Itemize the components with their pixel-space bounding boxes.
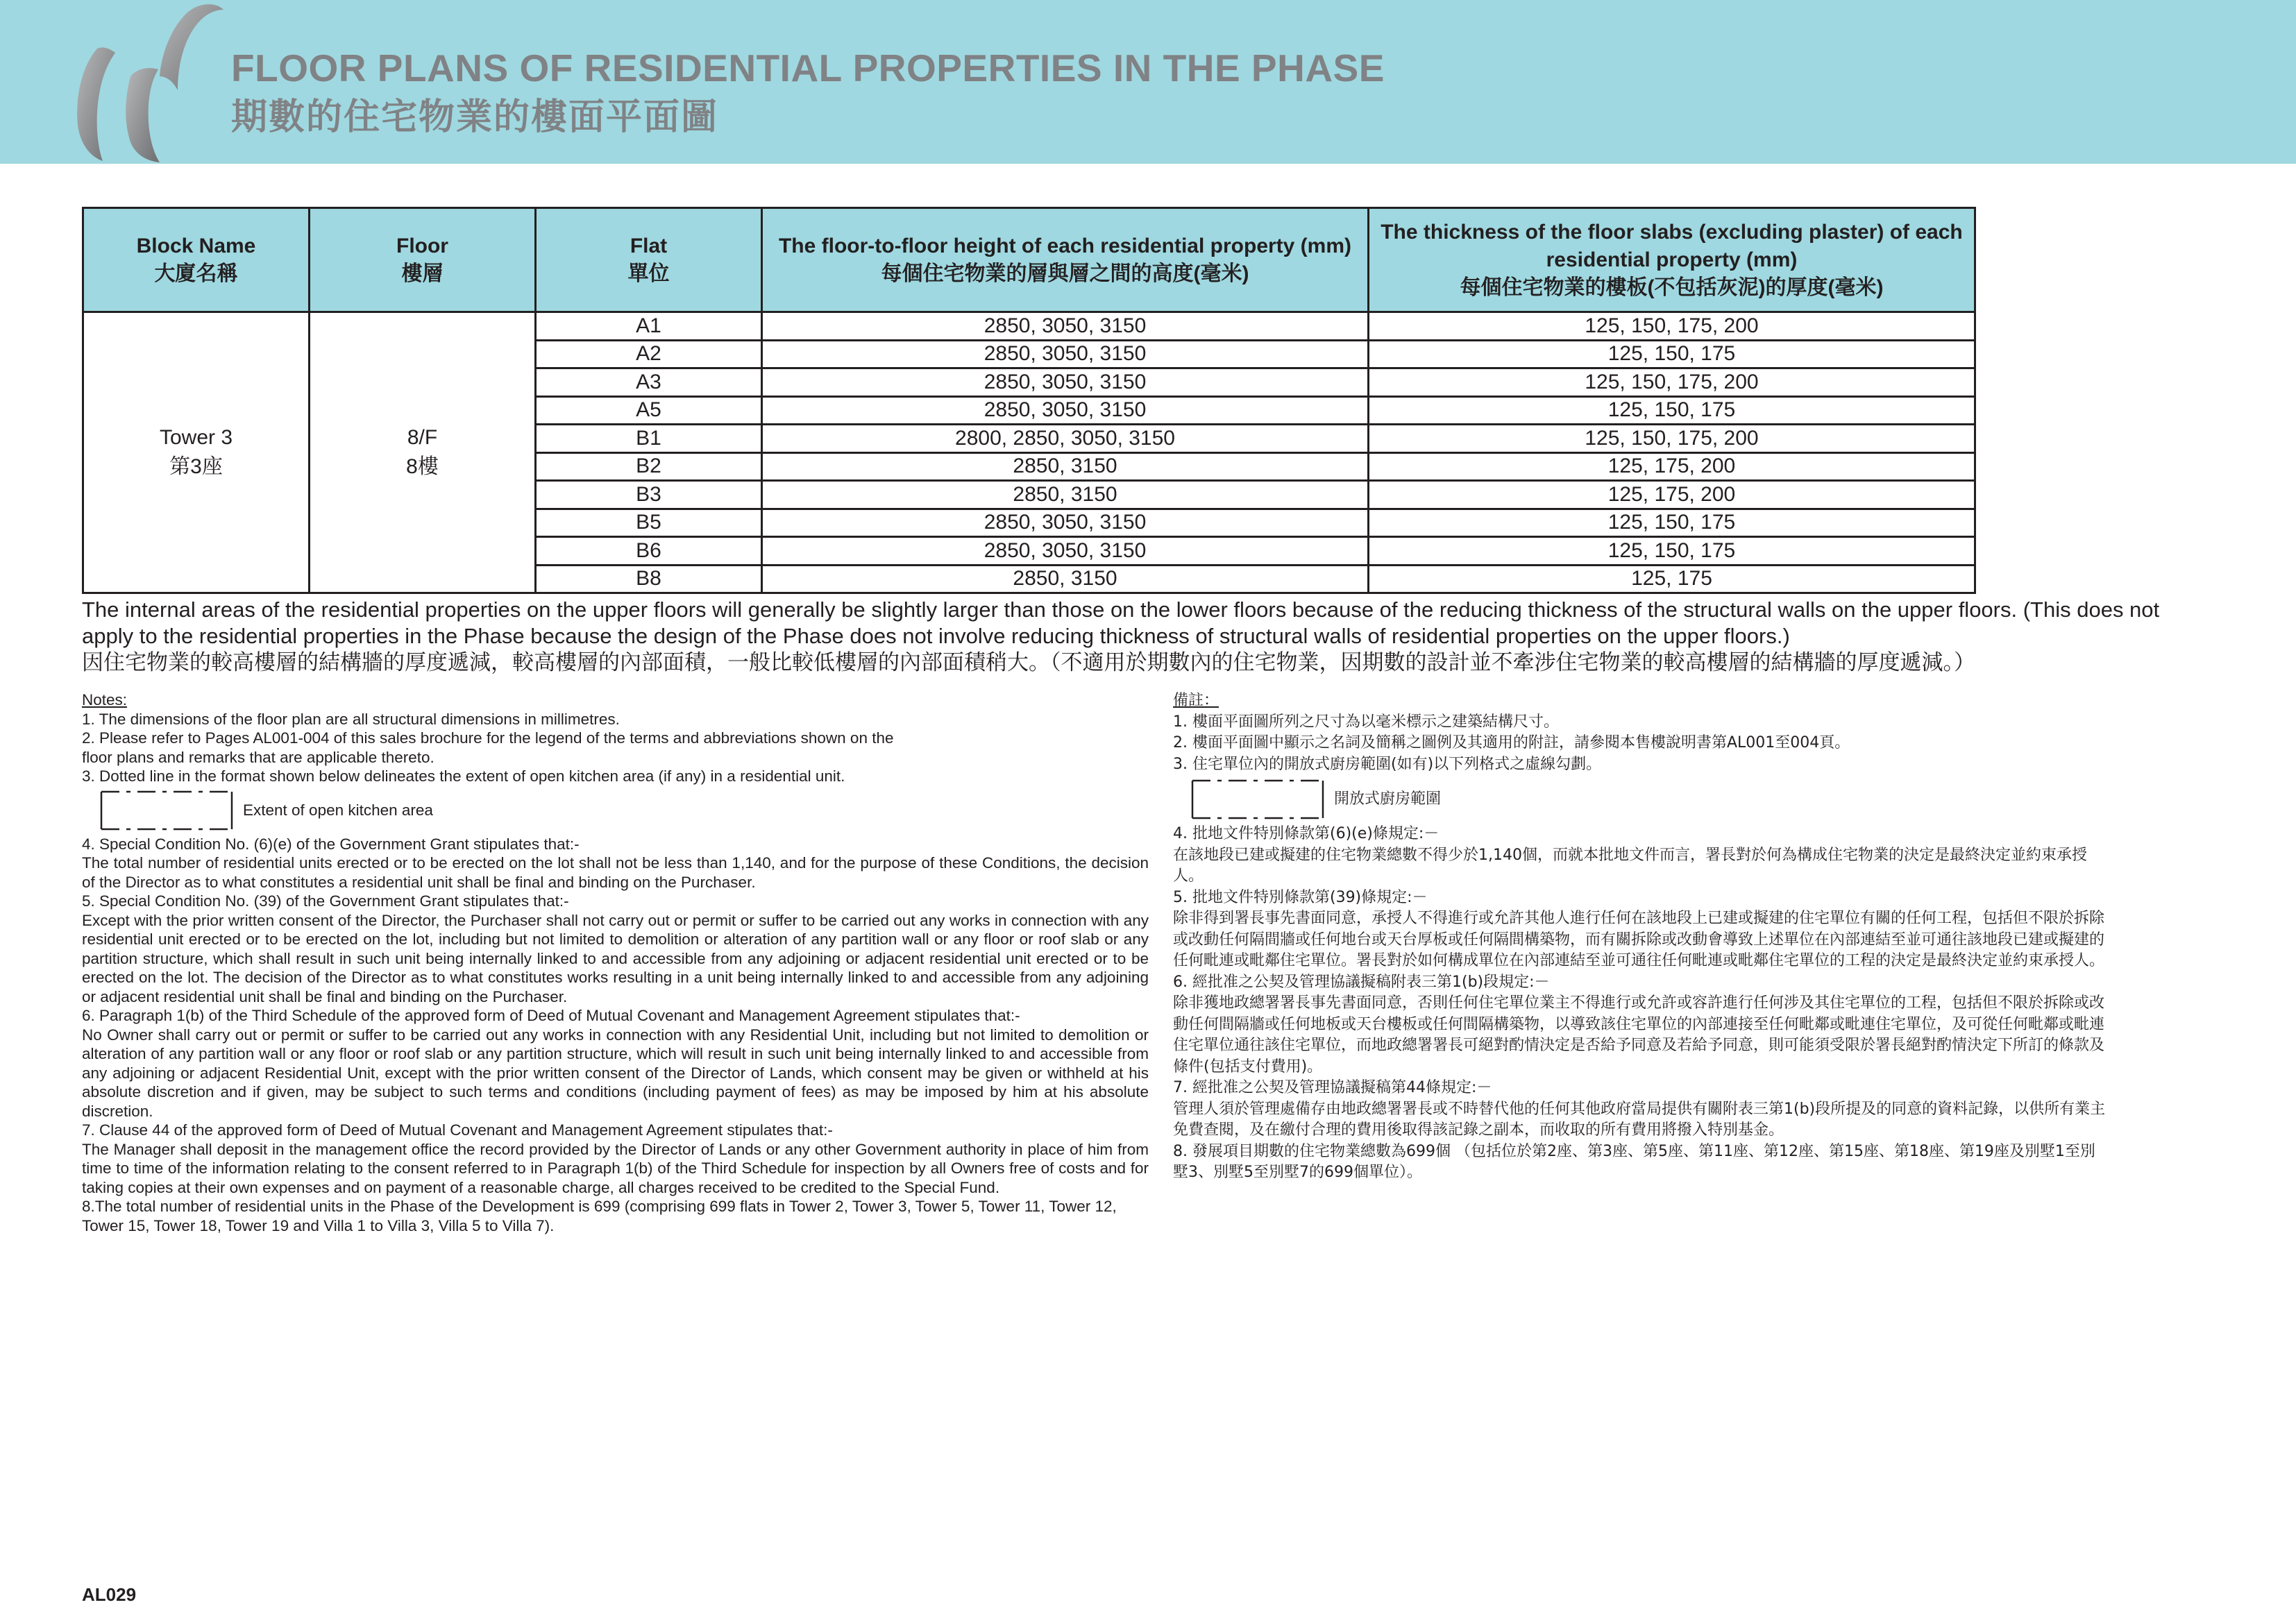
flat-cell: B8 [536,565,762,593]
height-cell: 2850, 3050, 3150 [762,368,1369,397]
thickness-cell: 125, 150, 175 [1369,396,1975,425]
height-cell: 2850, 3150 [762,452,1369,481]
notes-zh-4-title: 4. 批地文件特別條款第(6)(e)條規定:－ [1173,825,1440,842]
header-block-zh: 大廈名稱 [154,262,238,285]
header-slab-thickness [1369,208,1975,312]
flat-cell: B2 [536,452,762,481]
notes-zh-7-title: 7. 經批准之公契及管理協議擬稿第44條規定:－ [1173,1079,1492,1096]
flat-cell: B6 [536,537,762,566]
notes-en-7-title: 7. Clause 44 of the approved form of Deed of Mutual Covenant and Management Agreement stipulates that:- [82,1121,833,1139]
block-name-zh: 第3座 [169,455,223,478]
header-floor-to-floor-height [762,208,1369,312]
header-thick-zh: 每個住宅物業的樓板(不包括灰泥)的厚度(毫米) [1460,275,1884,299]
open-kitchen-dotted-box-icon [100,790,233,831]
floor-zh: 8樓 [406,455,439,478]
kitchen-legend-label-zh: 開放式廚房範圍 [1334,790,1442,808]
flat-cell: B3 [536,481,762,509]
header-height-zh: 每個住宅物業的層與層之間的高度(毫米) [881,262,1249,285]
header-floor [310,208,536,312]
thickness-cell: 125, 175, 200 [1369,452,1975,481]
thickness-cell: 125, 150, 175, 200 [1369,425,1975,453]
kitchen-legend-zh [1173,775,2107,824]
height-cell: 2850, 3050, 3150 [762,537,1369,566]
notes-en-2a: 2. Please refer to Pages AL001-004 of this sales brochure for the legend of the terms and abbreviations shown on the [82,729,894,747]
flat-cell: B5 [536,509,762,537]
notes-en-1: 1. The dimensions of the floor plan are all structural dimensions in millimetres. [82,710,620,728]
thickness-cell: 125, 150, 175, 200 [1369,368,1975,397]
notes-en [82,690,1149,1235]
thickness-cell: 125, 150, 175 [1369,537,1975,566]
notes-en-8: 8.The total number of residential units in the Phase of the Development is 699 (comprising 699 flats in Tower 2, Tower 3, Tower 5, Tower 11, Tower 12, Tower 15, Tower 18, Tower 19 and Villa 1 to Villa 3, Villa 5 to Villa 7). [82,1198,1117,1234]
notes-en-heading: Notes: [82,691,128,708]
developer-logo-icon [69,0,229,164]
header-floor-zh: 樓層 [401,262,444,285]
thickness-cell: 125, 175, 200 [1369,481,1975,509]
notes-en-6-title: 6. Paragraph 1(b) of the Third Schedule of the approved form of Deed of Mutual Covenant and Management Agreement stipulates that:- [82,1007,1020,1024]
height-cell: 2850, 3050, 3150 [762,340,1369,368]
notes-zh-4-body: 在該地段已建或擬建的住宅物業總數不得少於1,140個，而就本批地文件而言，署長對於何為構成住宅物業的決定是最終決定並約束承授人。 [1173,846,2087,885]
header-height-en: The floor-to-floor height of each residential property (mm) [778,234,1352,257]
header-flat-en: Flat [630,234,668,257]
notes-en-7-body: The Manager shall deposit in the management office the record provided by the Director of Lands or any other Government authority in place of him from time to time of the information relating to the consent referred to in Paragraph 1(b) of the Third Schedule for inspection by all Owners free of costs and for taking copies at their own expenses and on payment of a reasonable charge, all charges received to be credited to the Special Fund. [82,1140,1149,1196]
notes-en-3: 3. Dotted line in the format shown below delineates the extent of open kitchen area (if any) in a residential unit. [82,767,845,785]
thickness-cell: 125, 150, 175, 200 [1369,312,1975,341]
notes-zh-heading: 備註： [1173,692,1219,709]
floor-height-table-wrapper [82,207,1976,594]
flat-cell: B1 [536,425,762,453]
notes-en-4-title: 4. Special Condition No. (6)(e) of the Government Grant stipulates that:- [82,835,580,853]
internal-areas-note-zh: 因住宅物業的較高樓層的結構牆的厚度遞減，較高樓層的內部面積，一般比較低樓層的內部面積稍大。（不適用於期數內的住宅物業，因期數的設計並不牽涉住宅物業的較高樓層的結構牆的厚度遞減。） [82,650,1975,675]
notes-zh-6-title: 6. 經批准之公契及管理協議擬稿附表三第1(b)段規定:－ [1173,973,1550,991]
notes-zh-6-body: 除非獲地政總署署長事先書面同意，否則任何住宅單位業主不得進行或允許或容許進行任何涉及其住宅單位的工程，包括但不限於拆除或改動任何間隔牆或任何地板或天台樓板或任何間隔構築物，以導致該住宅單位的內部連接至任何毗鄰或毗連住宅單位，及可從任何毗鄰或毗連住宅單位通往該住宅單位，而地政總署署長可絕對酌情決定是否給予同意及若給予同意，則可能須受限於署長絕對酌情決定下所訂的條款及條件(包括支付費用)。 [1173,994,2105,1076]
notes-zh-1: 1. 樓面平面圖所列之尺寸為以毫米標示之建築結構尺寸。 [1173,713,1559,731]
page-title-en: FLOOR PLANS OF RESIDENTIAL PROPERTIES IN THE PHASE [231,46,1385,90]
table-row [83,312,1975,341]
thickness-cell: 125, 150, 175 [1369,340,1975,368]
flat-cell: A5 [536,396,762,425]
height-cell: 2800, 2850, 3050, 3150 [762,425,1369,453]
flat-cell: A2 [536,340,762,368]
notes-en-5-body: Except with the prior written consent of the Director, the Purchaser shall not carry out or permit or suffer to be carried out any works in connection with any residential unit erected or to be erected on the lot, including but not limited to demolition or alteration of any partition wall or any floor or roof slab or any partition structure, which shall result in such unit being internally linked to and accessible from any adjoining or adjacent residential unit erected or to be erected on the lot. The decision of the Director as to what constitutes works resulting in a unit being internally linked to and accessible from any adjoining or adjacent residential unit shall be final and binding on the Purchaser. [82,911,1149,1005]
notes-zh [1173,690,2107,1184]
page-number: AL029 [82,1584,137,1605]
notes-zh-5-title: 5. 批地文件特別條款第(39)條規定:－ [1173,888,1428,906]
flat-cell: A3 [536,368,762,397]
table-header-row [83,208,1975,312]
notes-zh-8: 8. 發展項目期數的住宅物業總數為699個 （包括位於第2座、第3座、第5座、第11座、第12座、第15座、第18座、第19座及別墅1至別墅3、別墅5至別墅7的699個單位）。 [1173,1142,2095,1181]
block-name-cell [83,312,310,593]
block-name-en: Tower 3 [159,426,233,449]
header-thick-en: The thickness of the floor slabs (excluding plaster) of each residential property (mm) [1381,220,1963,271]
thickness-cell: 125, 150, 175 [1369,509,1975,537]
height-cell: 2850, 3050, 3150 [762,312,1369,341]
open-kitchen-dotted-box-icon [1191,779,1324,819]
floor-cell [310,312,536,593]
notes-zh-2: 2. 樓面平面圖中顯示之名詞及簡稱之圖例及其適用的附註，請參閱本售樓說明書第AL001至004頁。 [1173,734,1850,751]
height-cell: 2850, 3050, 3150 [762,509,1369,537]
header-floor-en: Floor [396,234,448,257]
page-title-zh: 期數的住宅物業的樓面平面圖 [231,96,719,138]
height-cell: 2850, 3150 [762,481,1369,509]
notes-zh-5-body: 除非得到署長事先書面同意，承授人不得進行或允許其他人進行任何在該地段上已建或擬建的住宅單位有關的任何工程，包括但不限於拆除或改動任何隔間牆或任何地台或天台厚板或任何隔間構築物，而有關拆除或改動會導致上述單位在內部連結至並可通往該地段已建或擬建的任何毗連或毗鄰住宅單位。署長對於如何構成單位在內部連結至並可通往任何毗連或毗鄰住宅單位的工程的決定是最終決定並約束承授人。 [1173,910,2105,969]
height-cell: 2850, 3050, 3150 [762,396,1369,425]
notes-en-2b: floor plans and remarks that are applicable thereto. [82,748,434,766]
kitchen-legend-label-en: Extent of open kitchen area [243,801,433,819]
header-block-name [83,208,310,312]
notes-en-4-body: The total number of residential units erected or to be erected on the lot shall not be less than 1,140, and for the purpose of these Conditions, the decision of the Director as to what constitutes a residential unit shall be final and binding on the Purchaser. [82,854,1149,891]
height-cell: 2850, 3150 [762,565,1369,593]
kitchen-legend-en [82,786,1149,835]
thickness-cell: 125, 175 [1369,565,1975,593]
floor-height-table [82,207,1976,594]
flat-cell: A1 [536,312,762,341]
notes-zh-7-body: 管理人須於管理處備存由地政總署署長或不時替代他的任何其他政府當局提供有關附表三第1(b)段所提及的同意的資料記錄，以供所有業主免費查閱，及在繳付合理的費用後取得該記錄之副本，而收取的所有費用將撥入特別基金。 [1173,1100,2106,1139]
notes-zh-3: 3. 住宅單位內的開放式廚房範圍(如有)以下列格式之虛線勾劃。 [1173,755,1602,773]
header-flat [536,208,762,312]
notes-en-5-title: 5. Special Condition No. (39) of the Government Grant stipulates that:- [82,892,569,910]
header-block-en: Block Name [136,234,256,257]
internal-areas-note-en: The internal areas of the residential properties on the upper floors will generally be slightly larger than those on the lower floors because of the reducing thickness of the structural walls on the upper floors. (This does not apply to the residential properties in the Phase because the design of the Phase does not involve reducing thickness of structural walls of residential properties on the upper floors.) [82,597,2160,648]
notes-en-6-body: No Owner shall carry out or permit or suffer to be carried out any works in connection with any Residential Unit, including but not limited to demolition or alteration of any partition wall or any floor or roof slab or any partition structure, which will result in such unit being internally linked to and accessible from any adjoining or adjacent Residential Unit, except with the prior written consent of the Director of Lands, which consent may be given or withheld at his absolute discretion and if given, may be subject to such terms and conditions (including payment of fees) as may be imposed by him at his absolute discretion. [82,1026,1149,1120]
floor-en: 8/F [407,426,438,449]
header-flat-zh: 單位 [627,262,670,285]
